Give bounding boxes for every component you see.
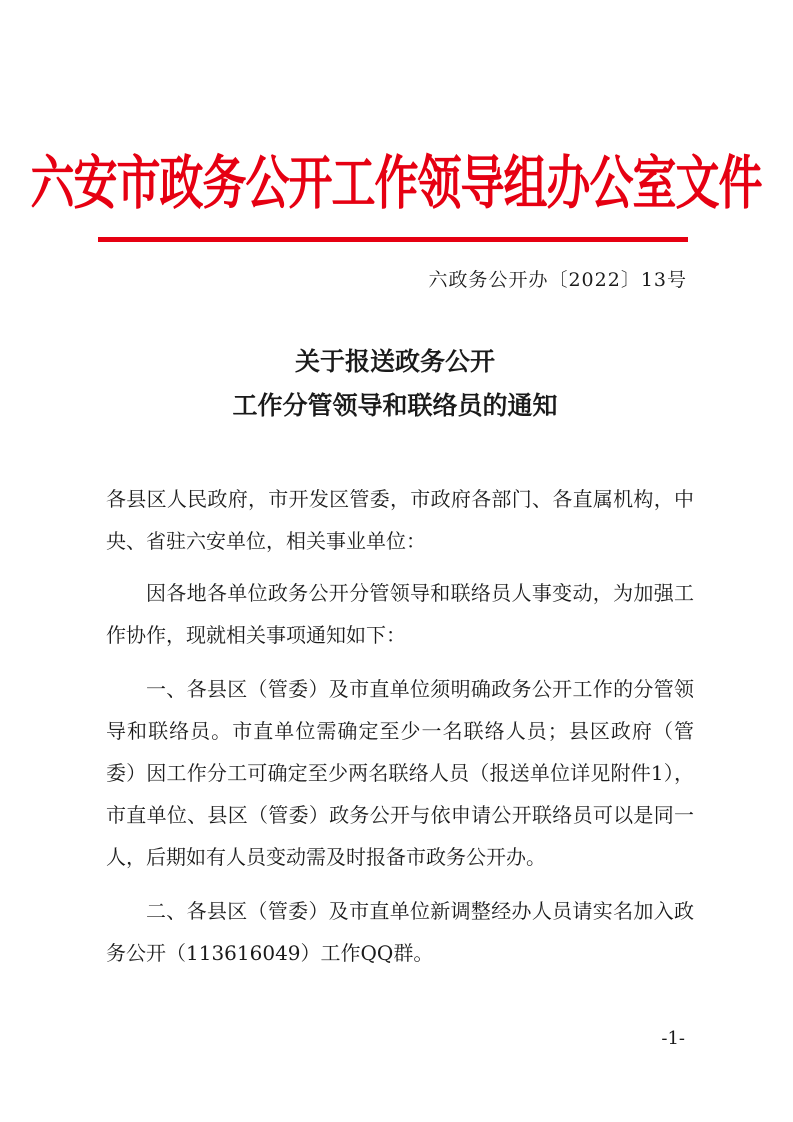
intro-paragraph: 因各地各单位政务公开分管领导和联络员人事变动，为加强工作协作，现就相关事项通知如下： <box>106 581 694 647</box>
page-number: -1- <box>661 1028 685 1049</box>
document-number: 六政务公开办〔2022〕13号 <box>428 269 687 291</box>
item-1-paragraph: 一、各县区（管委）及市直单位须明确政务公开工作的分管领导和联络员。市直单位需确定至少一名联络人员；县区政府（管委）因工作分工可确定至少两名联络人员（报送单位详见附件1），市直单位、县区（管委）政务公开与依申请公开联络员可以是同一人，后期如有人员变动需及时报备市政务公开办。 <box>106 677 694 869</box>
masthead <box>30 138 762 218</box>
document-title <box>100 340 690 428</box>
document-body <box>106 478 694 974</box>
red-divider-line <box>98 237 688 242</box>
title-line-2: 工作分管领导和联络员的通知 <box>232 391 558 420</box>
issuer-title: 六安市政务公开工作领导组办公室文件 <box>30 150 762 218</box>
item-2-paragraph: 二、各县区（管委）及市直单位新调整经办人员请实名加入政务公开（113616049）工作QQ群。 <box>106 899 694 965</box>
addressee-paragraph: 各县区人民政府，市开发区管委，市政府各部门、各直属机构，中央、省驻六安单位，相关事业单位： <box>106 487 694 553</box>
title-line-1: 关于报送政务公开 <box>294 347 495 376</box>
